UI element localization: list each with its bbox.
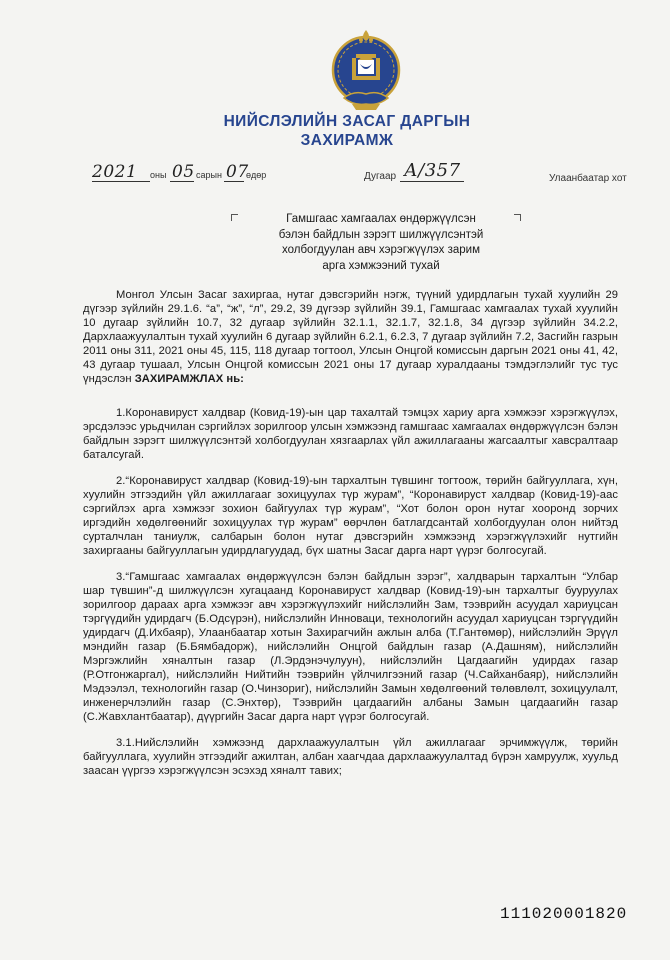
org-title-line1: НИЙСЛЭЛИЙН ЗАСАГ ДАРГЫН [223, 113, 471, 130]
decree-body [83, 288, 618, 790]
city-label: Улаанбаатар хот [549, 173, 627, 184]
year-label: оны [150, 170, 167, 180]
number-handwritten: А/357 [404, 160, 461, 181]
intro-paragraph [83, 288, 618, 386]
org-title-line2: ЗАХИРАМЖ [300, 132, 394, 149]
state-emblem-icon [328, 28, 404, 114]
date-number-row [0, 160, 670, 190]
month-handwritten: 05 [172, 162, 195, 182]
number-label: Дугаар [364, 171, 397, 182]
subject-line: арга хэмжээний тухай [322, 259, 440, 272]
subject-line: Гамшгаас хамгаалах өндөржүүлсэн [286, 213, 476, 225]
decree-keyword: ЗАХИРАМЖЛАХ нь: [134, 373, 244, 385]
intro-text: Монгол Улсын Засаг захиргаа, нутаг дэвсгэрийн нэгж, түүний удирдлагын тухай хуулийн 29 дүгээр зүйлийн 29.1.6. “а”, “ж”, “л”, 29.2, 39 дүгээр зүйлийн 39.1, Гамшгаас хамгаалах тухай хуулийн 10 дугаар зүйлийн 10.7, 32 дугаар зүйлийн 32.1.1, 32.1.7, 32.1.8, 34 дүгээр зүйлийн 34.2.2, Дархлаажуулалтын тухай хуулийн 6 дугаар зүйлийн 6.2.1, 6.2.3, 7 дугаар зүйлийн 7.2, Засгийн газрын 2011 оны 311, 2021 оны 45, 115, 118 дугаар тогтоол, Улсын Онцгой комиссын даргын 2021 оны 41, 42, 43 дугаар тушаал, Улсын Онцгой комиссын 2021 оны 17 дугаар хуралдааны тэмдэглэлийг тус тус үндэслэн [83, 289, 618, 385]
day-label: өдөр [246, 170, 267, 180]
clause-3-1: 3.1.Нийслэлийн хэмжээнд дархлаажуулалтын үйл ажиллагааг эрчимжүүлж, төрийн байгууллага, хуулийн этгээдийг ажилтан, албан хаагчдаа дархлаажуулалтад бүрэн хамруулж, хуульд заасан үүргээ хэрэгжүүлсэн эсэхэд хяналт тавих; [83, 737, 618, 777]
year-handwritten: 2021 [92, 162, 138, 182]
document-serial-number: 111020001820 [500, 905, 628, 923]
day-handwritten: 07 [226, 162, 249, 182]
clause-3: 3.“Гамшгаас хамгаалах өндөржүүлсэн бэлэн байдлын зэрэг”, халдварын тархалтын “Улбар шар түвшин”-д шилжүүлсэн хугацаанд Коронавируст халдвар (Ковид-19)-ын тархалтыг бууруулах зорилгоор дараах арга хэмжээг авч хэрэгжүүлэхийг нийслэлийн Зам, тээврийн асуудал хариуцсан тэргүүдийн удирдагч (Б.Одсүрэн), нийслэлийн Инноваци, технологийн асуудал хариуцсан тэргүүдийн удирдагч (Д.Ихбаяр), Улаанбаатар хотын Захирагчийн ажлын алба (Т.Гантөмөр), нийслэлийн Эрүүл мэндийн газар (Б.Бямбадорж), нийслэлийн Онцгой байдлын газар (А.Дашням), нийслэлийн Мэргэжлийн хяналтын газар (Л.Эрдэнэчулуун), нийслэлийн Цагдаагийн удирдах газар (Р.Отгонжаргал), нийслэлийн Нийтийн тээврийн үйлчилгээний газар (Ч.Сайханбаяр), нийслэлийн Мэдээлэл, технологийн газар (О.Чинзориг), нийслэлийн Замын хөдөлгөөний төлөвлөлт, зохицуулалт, инженерчлэлийн газар (С.Энхтөр), Тээврийн цагдаагийн албаны Замын цагдаагийн газар (С.Жавхлантбаатар), дүүргийн Засаг дарга нарт үүрэг болгосугай. [83, 571, 618, 723]
subject-line: холбогдуулан авч хэрэгжүүлэх зарим [282, 244, 480, 256]
clause-2: 2.“Коронавируст халдвар (Ковид-19)-ын тархалтын түвшинг тогтоож, төрийн байгууллага, хүн, хуулийн этгээдийн үйл ажиллагааг зохицуулах түр журам”, “Коронавируст халдвар (Ковид-19)-аас сэргийлэх арга хэмжээг зохион байгуулах түр журам”, “Хот болон орон нутаг хооронд зорчих иргэдийн хөдөлгөөнийг зохицуулах түр журам” өөрчлөн батлагдсантай холбогдуулан олон нийтэд сурталчлан таниулж, салбарын болон нутаг дэвсгэрийн хэмжээнд хэрэгжүүлэхийг нутгийн захиргааны байгууллагын удирдлагуудад, бүх шатны Засаг дарга нарт үүрэг болгосугай. [83, 475, 618, 557]
subject-line: бэлэн байдлын зэрэгт шилжүүлсэнтэй [278, 228, 484, 241]
clause-1: 1.Коронавируст халдвар (Ковид-19)-ын цар тахалтай тэмцэх хариу арга хэмжээг хэрэгжүүлэх, эрсдэлээс урьдчилан сэргийлэх зорилгоор улсын хэмжээнд гамшгаас хамгаалах өндөржүүлсэн бэлэн байдлын зэрэгт шилжүүлсэнтэй холбогдуулан хязгаарлах үйл ажиллагааны жагсаалтыг хавсралтаар баталсугай. [83, 407, 618, 461]
month-label: сарын [196, 170, 222, 180]
decree-subject [236, 212, 526, 274]
